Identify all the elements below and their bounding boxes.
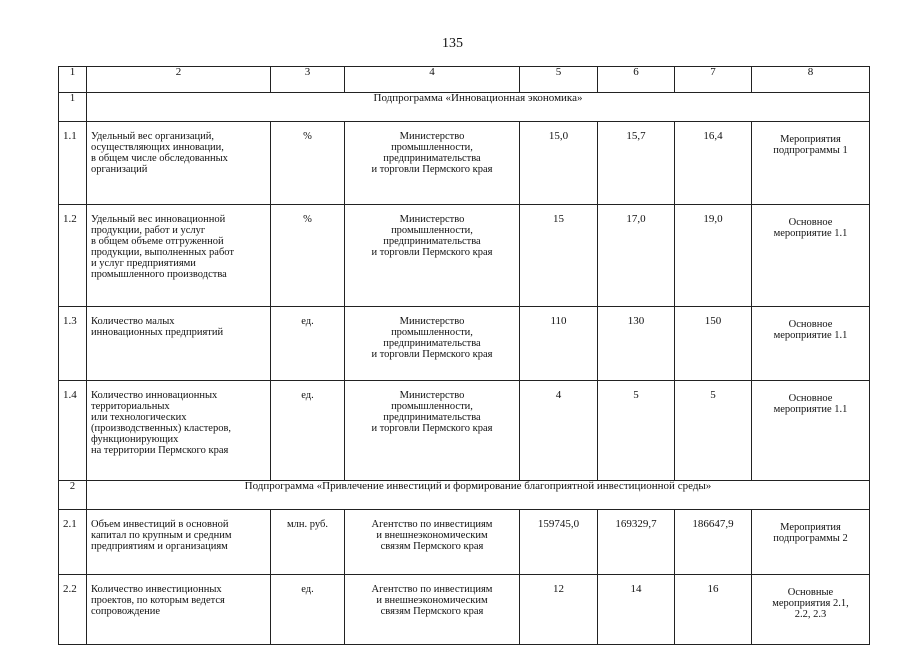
value-col5: 15,0 bbox=[520, 122, 598, 205]
indicator-line: территориальных bbox=[91, 401, 170, 412]
indicator-line: Удельный вес организаций, bbox=[91, 131, 215, 142]
value-col7: 19,0 bbox=[675, 205, 752, 307]
value-col7: 16,4 bbox=[675, 122, 752, 205]
value-col5: 110 bbox=[520, 307, 598, 381]
responsible-cell bbox=[345, 381, 520, 481]
unit-cell: % bbox=[271, 205, 345, 307]
indicator-line: капитал по крупным и средним bbox=[91, 530, 232, 541]
indicator-line: сопровождение bbox=[91, 606, 161, 617]
responsible-line: связям Пермского края bbox=[380, 541, 484, 552]
indicator-line: (производственных) кластеров, bbox=[91, 423, 232, 434]
responsible-line: и торговли Пермского края bbox=[371, 247, 493, 258]
indicator-cell bbox=[87, 122, 271, 205]
table-row bbox=[59, 307, 870, 381]
responsible-line: Министерство bbox=[399, 316, 465, 327]
table-row bbox=[59, 381, 870, 481]
relation-cell bbox=[752, 205, 870, 307]
indicator-cell bbox=[87, 510, 271, 575]
value-col5: 15 bbox=[520, 205, 598, 307]
responsible-line: Агентство по инвестициям bbox=[371, 584, 493, 595]
responsible-line: предпринимательства bbox=[383, 412, 481, 423]
responsible-line: и торговли Пермского края bbox=[371, 349, 493, 360]
responsible-line: Министерство bbox=[399, 131, 465, 142]
responsible-line: предпринимательства bbox=[383, 153, 481, 164]
row-number: 1.3 bbox=[59, 307, 87, 381]
indicator-cell bbox=[87, 205, 271, 307]
responsible-line: и торговли Пермского края bbox=[371, 164, 493, 175]
value-col5: 4 bbox=[520, 381, 598, 481]
responsible-cell bbox=[345, 307, 520, 381]
unit-cell: ед. bbox=[271, 575, 345, 645]
subprogram-number: 1 bbox=[59, 93, 87, 122]
indicator-line: продукции, работ и услуг bbox=[91, 225, 206, 236]
indicator-line: промышленного производства bbox=[91, 269, 227, 280]
responsible-line: Агентство по инвестициям bbox=[371, 519, 493, 530]
header-cell: 8 bbox=[752, 67, 870, 93]
relation-line: подпрограммы 2 bbox=[773, 533, 848, 544]
value-col7: 5 bbox=[675, 381, 752, 481]
responsible-line: предпринимательства bbox=[383, 236, 481, 247]
responsible-line: предпринимательства bbox=[383, 338, 481, 349]
responsible-line: Министерство bbox=[399, 214, 465, 225]
header-cell: 5 bbox=[520, 67, 598, 93]
indicator-line: или технологических bbox=[91, 412, 187, 423]
unit-cell: ед. bbox=[271, 381, 345, 481]
indicator-line: в общем объеме отгруженной bbox=[91, 236, 224, 247]
responsible-line: и внешнеэкономическим bbox=[376, 530, 488, 541]
indicator-line: Количество малых bbox=[91, 316, 175, 327]
relation-line: Мероприятия bbox=[780, 134, 841, 145]
indicator-line: на территории Пермского края bbox=[91, 445, 229, 456]
value-col7: 186647,9 bbox=[675, 510, 752, 575]
subprogram-row bbox=[59, 93, 870, 122]
indicator-line: Объем инвестиций в основной bbox=[91, 519, 229, 530]
relation-line: мероприятия 2.1, bbox=[772, 598, 849, 609]
subprogram-row bbox=[59, 481, 870, 510]
value-col6: 169329,7 bbox=[598, 510, 675, 575]
indicator-line: осуществляющих инновации, bbox=[91, 142, 224, 153]
row-number: 2.2 bbox=[59, 575, 87, 645]
relation-cell bbox=[752, 510, 870, 575]
responsible-line: промышленности, bbox=[391, 401, 473, 412]
header-cell: 3 bbox=[271, 67, 345, 93]
responsible-line: и внешнеэкономическим bbox=[376, 595, 488, 606]
table-row bbox=[59, 575, 870, 645]
relation-line: Основное bbox=[788, 393, 833, 404]
value-col7: 16 bbox=[675, 575, 752, 645]
row-number: 1.4 bbox=[59, 381, 87, 481]
indicator-cell bbox=[87, 381, 271, 481]
indicator-cell bbox=[87, 307, 271, 381]
responsible-line: и торговли Пермского края bbox=[371, 423, 493, 434]
relation-cell bbox=[752, 122, 870, 205]
relation-cell bbox=[752, 575, 870, 645]
header-cell: 6 bbox=[598, 67, 675, 93]
indicator-line: организаций bbox=[91, 164, 148, 175]
indicator-line: проектов, по которым ведется bbox=[91, 595, 225, 606]
value-col6: 14 bbox=[598, 575, 675, 645]
header-row bbox=[59, 67, 870, 93]
indicator-line: Удельный вес инновационной bbox=[91, 214, 226, 225]
responsible-cell bbox=[345, 510, 520, 575]
unit-cell: ед. bbox=[271, 307, 345, 381]
relation-line: Основные bbox=[787, 587, 834, 598]
indicator-line: и услуг предприятиями bbox=[91, 258, 196, 269]
subprogram-number: 2 bbox=[59, 481, 87, 510]
indicator-line: предприятиям и организациям bbox=[91, 541, 228, 552]
unit-cell: % bbox=[271, 122, 345, 205]
subprogram-title: Подпрограмма «Привлечение инвестиций и формирование благоприятной инвестиционной среды» bbox=[87, 481, 870, 510]
value-col5: 159745,0 bbox=[520, 510, 598, 575]
table-row bbox=[59, 205, 870, 307]
responsible-line: промышленности, bbox=[391, 327, 473, 338]
indicator-line: функционирующих bbox=[91, 434, 179, 445]
row-number: 1.1 bbox=[59, 122, 87, 205]
responsible-cell bbox=[345, 122, 520, 205]
table-row bbox=[59, 510, 870, 575]
relation-line: подпрограммы 1 bbox=[773, 145, 848, 156]
relation-cell bbox=[752, 381, 870, 481]
relation-line: Мероприятия bbox=[780, 522, 841, 533]
responsible-line: промышленности, bbox=[391, 225, 473, 236]
indicator-line: Количество инвестиционных bbox=[91, 584, 222, 595]
responsible-line: промышленности, bbox=[391, 142, 473, 153]
unit-cell: млн. руб. bbox=[271, 510, 345, 575]
header-cell: 4 bbox=[345, 67, 520, 93]
relation-line: мероприятие 1.1 bbox=[773, 404, 848, 415]
table-row bbox=[59, 122, 870, 205]
responsible-cell bbox=[345, 205, 520, 307]
indicator-line: в общем числе обследованных bbox=[91, 153, 228, 164]
page-number: 135 bbox=[442, 36, 463, 51]
subprogram-title: Подпрограмма «Инновационная экономика» bbox=[87, 93, 870, 122]
indicator-line: Количество инновационных bbox=[91, 390, 218, 401]
responsible-line: Министерство bbox=[399, 390, 465, 401]
relation-line: Основное bbox=[788, 319, 833, 330]
header-cell: 1 bbox=[59, 67, 87, 93]
relation-line: 2.2, 2.3 bbox=[794, 609, 827, 620]
header-cell: 2 bbox=[87, 67, 271, 93]
relation-line: Основное bbox=[788, 217, 833, 228]
value-col6: 130 bbox=[598, 307, 675, 381]
responsible-cell bbox=[345, 575, 520, 645]
relation-cell bbox=[752, 307, 870, 381]
value-col6: 15,7 bbox=[598, 122, 675, 205]
row-number: 1.2 bbox=[59, 205, 87, 307]
indicator-line: инновационных предприятий bbox=[91, 327, 224, 338]
relation-line: мероприятие 1.1 bbox=[773, 330, 848, 341]
value-col6: 17,0 bbox=[598, 205, 675, 307]
indicators-table bbox=[58, 66, 870, 645]
responsible-line: связям Пермского края bbox=[380, 606, 484, 617]
indicator-line: продукции, выполненных работ bbox=[91, 247, 235, 258]
value-col6: 5 bbox=[598, 381, 675, 481]
indicator-cell bbox=[87, 575, 271, 645]
header-cell: 7 bbox=[675, 67, 752, 93]
row-number: 2.1 bbox=[59, 510, 87, 575]
relation-line: мероприятие 1.1 bbox=[773, 228, 848, 239]
value-col7: 150 bbox=[675, 307, 752, 381]
value-col5: 12 bbox=[520, 575, 598, 645]
